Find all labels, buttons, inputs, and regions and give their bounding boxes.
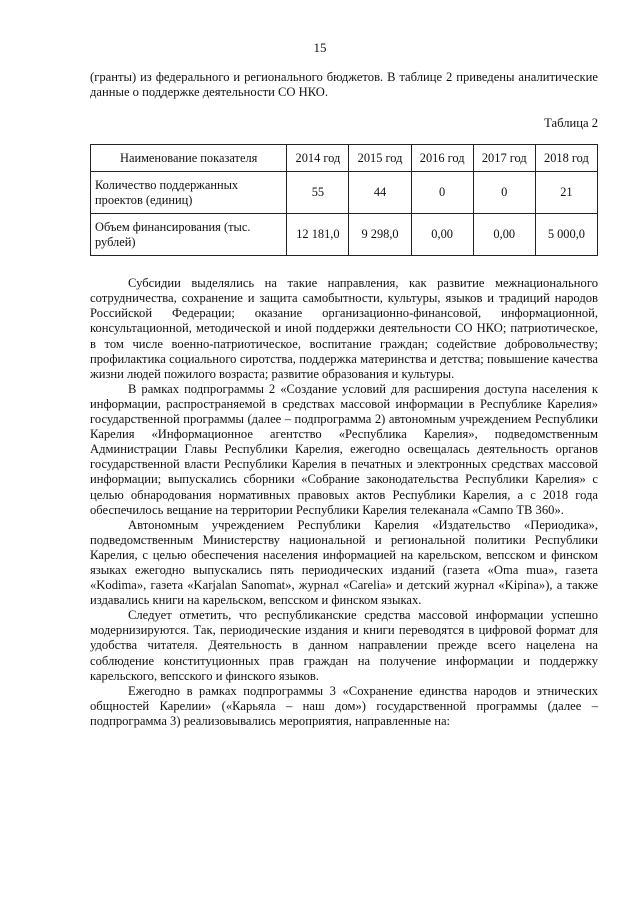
body-paragraph: В рамках подпрограммы 2 «Создание условий для расширения доступа населения к информации, распространяемой в средствах массовой информации в Республике Карелия» государственной программы (далее – подпрограмма 2) автономным учреждением Республики Карелия «Информационное агентство «Республика Карелия», подведомственным Администрации Главы Республики Карелия, ежегодно освещалась деятельность органов государственной власти Республики Карелия в печатных и электронных средствах массовой информации; выпускались сборники «Собрание законодательства Республики Карелия» с целью обнародования нормативных правовых актов Республики Карелия, а с 2018 года обеспечилось вещание на территории Республики Карелия телеканала «Сампо ТВ 360». xyxy=(90,381,598,517)
table-cell: 0 xyxy=(411,172,473,214)
table-header-cell: Наименование показателя xyxy=(91,145,287,172)
page-content xyxy=(90,70,598,729)
table-row xyxy=(91,214,598,256)
table-header-cell: 2015 год xyxy=(349,145,411,172)
table-cell: 12 181,0 xyxy=(287,214,349,256)
page-number: 15 xyxy=(313,40,327,55)
table-row xyxy=(91,172,598,214)
support-data-table xyxy=(90,144,598,256)
table-header-cell: 2014 год xyxy=(287,145,349,172)
table-header-row xyxy=(91,145,598,172)
table-cell: 44 xyxy=(349,172,411,214)
body-paragraph: Автономным учреждением Республики Карелия «Издательство «Периодика», подведомственным Министерству национальной и региональной политики Республики Карелия, с целью обеспечения населения информацией на карельском, вепсском и финском языках ежегодно выпускались пять периодических изданий (газета «Oma mua», газета «Kodima», газета «Karjalan Sanomat», журнал «Carelia» и детский журнал «Kipina»), а также издавались книги на карельском, вепсском и финском языках. xyxy=(90,517,598,608)
table-cell: 5 000,0 xyxy=(535,214,597,256)
table-cell: 0,00 xyxy=(411,214,473,256)
table-caption: Таблица 2 xyxy=(544,116,598,131)
table-header-cell: 2018 год xyxy=(535,145,597,172)
row-label: Количество поддержанных проектов (единиц) xyxy=(91,172,287,214)
table-cell: 0,00 xyxy=(473,214,535,256)
row-label: Объем финансирования (тыс. рублей) xyxy=(91,214,287,256)
body-paragraph: Субсидии выделялись на такие направления, как развитие межнационального сотрудничества, сохранение и защита самобытности, культуры, языков и традиций народов Российской Федерации; оказание организационно-финансовой, информационной, консультационной, методической и иной поддержки деятельности СО НКО; патриотическое, в том числе военно-патриотическое, воспитание граждан; содействие добровольчеству; профилактика социального сиротства, поддержка материнства и детства; повышение качества жизни людей пожилого возраста; развитие образования и культуры. xyxy=(90,276,598,381)
table-header-cell: 2017 год xyxy=(473,145,535,172)
table-cell: 9 298,0 xyxy=(349,214,411,256)
table-cell: 55 xyxy=(287,172,349,214)
table-cell: 21 xyxy=(535,172,597,214)
intro-paragraph: (гранты) из федерального и регионального бюджетов. В таблице 2 приведены аналитические данные о поддержке деятельности СО НКО. xyxy=(90,70,598,100)
body-paragraph: Ежегодно в рамках подпрограммы 3 «Сохранение единства народов и этнических общностей Карелии» («Карьяла – наш дом») государственной программы (далее – подпрограмма 3) реализовывались мероприятия, направленные на: xyxy=(90,683,598,728)
table-header-cell: 2016 год xyxy=(411,145,473,172)
body-paragraph: Следует отметить, что республиканские средства массовой информации успешно модернизируются. Так, периодические издания и книги переводятся в цифровой формат для удобства читателя. Деятельность в данном направлении прежде всего нацелена на соблюдение конституционных прав граждан на получение информации и поддержку карельского, вепсского и финского языков. xyxy=(90,608,598,683)
table-cell: 0 xyxy=(473,172,535,214)
